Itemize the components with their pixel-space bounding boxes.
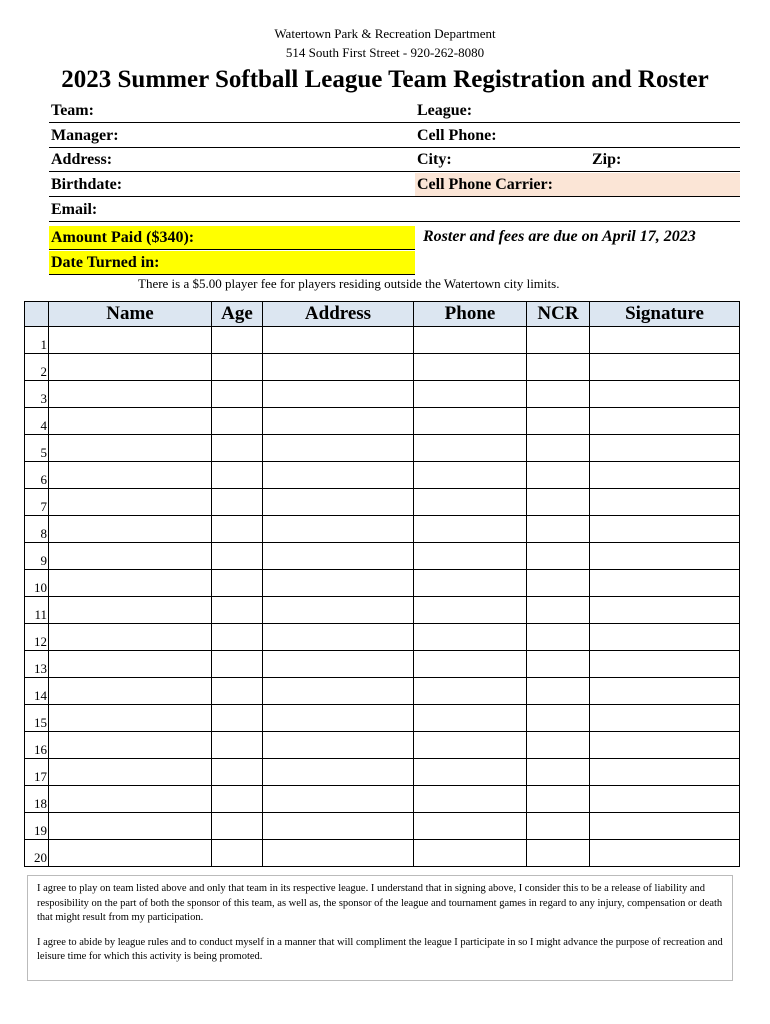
table-row [25,732,740,759]
ncr-cell[interactable] [527,840,590,867]
signature-cell[interactable] [590,597,740,624]
phone-cell[interactable] [414,435,527,462]
table-row [25,462,740,489]
team-label: Team: [51,102,94,119]
signature-column-header: Signature [590,302,740,327]
phone-cell[interactable] [414,408,527,435]
birthdate-label: Birthdate: [51,176,123,193]
fee-note: There is a $5.00 player fee for players residing outside the Watertown city limits. [138,276,560,291]
ncr-cell[interactable] [527,624,590,651]
row-number: 6 [25,462,49,489]
age-cell[interactable] [212,597,263,624]
row-number: 18 [25,786,49,813]
roster-table [24,301,740,867]
ncr-cell[interactable] [527,462,590,489]
table-row [25,570,740,597]
signature-cell[interactable] [590,543,740,570]
ncr-column-header: NCR [527,302,590,327]
name-cell[interactable] [49,840,212,867]
phone-cell[interactable] [414,759,527,786]
row-number: 14 [25,678,49,705]
roster-header-row [25,302,740,327]
age-cell[interactable] [212,705,263,732]
address-cell[interactable] [263,624,414,651]
age-cell[interactable] [212,651,263,678]
row-number: 19 [25,813,49,840]
table-row [25,678,740,705]
phone-cell[interactable] [414,354,527,381]
age-cell[interactable] [212,408,263,435]
signature-cell[interactable] [590,759,740,786]
name-cell[interactable] [49,543,212,570]
address-cell[interactable] [263,597,414,624]
table-row [25,813,740,840]
row-number: 4 [25,408,49,435]
signature-cell[interactable] [590,678,740,705]
cell-phone-label: Cell Phone: [417,127,497,144]
signature-cell[interactable] [590,651,740,678]
table-row [25,516,740,543]
city-label: City: [417,151,452,168]
row-number: 2 [25,354,49,381]
age-cell[interactable] [212,354,263,381]
table-row [25,786,740,813]
table-row [25,597,740,624]
ncr-cell[interactable] [527,570,590,597]
league-label: League: [417,102,473,119]
phone-cell[interactable] [414,624,527,651]
zip-field[interactable] [590,148,740,172]
ncr-cell[interactable] [527,651,590,678]
signature-cell[interactable] [590,705,740,732]
phone-column-header: Phone [414,302,527,327]
age-cell[interactable] [212,489,263,516]
name-cell[interactable] [49,597,212,624]
phone-cell[interactable] [414,732,527,759]
ncr-cell[interactable] [527,786,590,813]
name-cell[interactable] [49,327,212,354]
address-cell[interactable] [263,354,414,381]
age-cell[interactable] [212,327,263,354]
address-cell[interactable] [263,705,414,732]
due-date-note: Roster and fees are due on April 17, 2023 [423,228,696,245]
ncr-cell[interactable] [527,435,590,462]
league-field[interactable] [415,99,740,123]
agreement-box [27,875,733,981]
org-address: 514 South First Street - 920-262-8080 [285,45,485,60]
phone-cell[interactable] [414,705,527,732]
phone-cell[interactable] [414,570,527,597]
signature-cell[interactable] [590,516,740,543]
zip-label: Zip: [592,151,622,168]
city-field[interactable] [415,148,590,172]
phone-cell[interactable] [414,597,527,624]
signature-cell[interactable] [590,840,740,867]
signature-cell[interactable] [590,381,740,408]
name-cell[interactable] [49,408,212,435]
ncr-cell[interactable] [527,354,590,381]
ncr-cell[interactable] [527,543,590,570]
ncr-cell[interactable] [527,516,590,543]
signature-cell[interactable] [590,570,740,597]
row-number: 5 [25,435,49,462]
signature-cell[interactable] [590,354,740,381]
address-cell[interactable] [263,732,414,759]
signature-cell[interactable] [590,732,740,759]
row-number: 13 [25,651,49,678]
phone-cell[interactable] [414,381,527,408]
table-row [25,327,740,354]
address-cell[interactable] [263,543,414,570]
name-cell[interactable] [49,516,212,543]
age-cell[interactable] [212,570,263,597]
name-cell[interactable] [49,813,212,840]
row-number: 15 [25,705,49,732]
ncr-cell[interactable] [527,381,590,408]
address-column-header: Address [263,302,414,327]
signature-cell[interactable] [590,786,740,813]
age-cell[interactable] [212,732,263,759]
name-cell[interactable] [49,678,212,705]
address-label: Address: [51,151,113,168]
signature-cell[interactable] [590,624,740,651]
address-cell[interactable] [263,813,414,840]
phone-cell[interactable] [414,651,527,678]
name-cell[interactable] [49,651,212,678]
signature-cell[interactable] [590,435,740,462]
age-cell[interactable] [212,840,263,867]
name-cell[interactable] [49,786,212,813]
age-cell[interactable] [212,786,263,813]
signature-cell[interactable] [590,462,740,489]
agreement-liability-text: I agree to play on team listed above and only that team in its respective league. I understand that in signing above, I consider this to be a release of liability and resposibility on the part of both the sponsor of this team, as well as, the sponsor of the league and tournament games in regard to any injury, compensation or death that might result from my participation. [37,883,723,923]
date-turned-in-field[interactable] [49,251,415,275]
agreement-conduct-text: I agree to abide by league rules and to conduct myself in a manner that will compliment the league I participate in so I might advance the purpose of recreation and leisure time for which this activity is being promoted. [37,936,723,962]
email-label: Email: [51,201,98,218]
name-column-header: Name [49,302,212,327]
ncr-cell[interactable] [527,705,590,732]
manager-label: Manager: [51,127,119,144]
ncr-cell[interactable] [527,489,590,516]
address-cell[interactable] [263,651,414,678]
phone-cell[interactable] [414,516,527,543]
phone-cell[interactable] [414,678,527,705]
signature-cell[interactable] [590,327,740,354]
age-cell[interactable] [212,624,263,651]
age-cell[interactable] [212,435,263,462]
name-cell[interactable] [49,489,212,516]
manager-field[interactable] [49,124,415,148]
row-number: 17 [25,759,49,786]
age-cell[interactable] [212,543,263,570]
age-column-header: Age [212,302,263,327]
table-row [25,543,740,570]
signature-cell[interactable] [590,813,740,840]
address-field[interactable] [49,148,415,172]
ncr-cell[interactable] [527,408,590,435]
row-number: 20 [25,840,49,867]
org-name: Watertown Park & Recreation Department [274,26,496,41]
phone-cell[interactable] [414,543,527,570]
roster-body [25,327,740,867]
name-cell[interactable] [49,705,212,732]
name-cell[interactable] [49,732,212,759]
table-row [25,354,740,381]
address-cell[interactable] [263,381,414,408]
table-row [25,408,740,435]
age-cell[interactable] [212,462,263,489]
amount-paid-label: Amount Paid ($340): [51,229,195,246]
phone-cell[interactable] [414,489,527,516]
address-cell[interactable] [263,678,414,705]
name-cell[interactable] [49,759,212,786]
age-cell[interactable] [212,759,263,786]
address-cell[interactable] [263,786,414,813]
date-turned-in-label: Date Turned in: [51,254,160,271]
row-number: 8 [25,516,49,543]
table-row [25,489,740,516]
birthdate-field[interactable] [49,173,415,197]
cell-carrier-field[interactable] [415,173,740,197]
age-cell[interactable] [212,678,263,705]
ncr-cell[interactable] [527,732,590,759]
table-row [25,651,740,678]
phone-cell[interactable] [414,462,527,489]
cell-carrier-label: Cell Phone Carrier: [417,176,553,193]
age-cell[interactable] [212,516,263,543]
row-number: 16 [25,732,49,759]
row-number: 12 [25,624,49,651]
ncr-cell[interactable] [527,759,590,786]
table-row [25,759,740,786]
row-number: 11 [25,597,49,624]
address-cell[interactable] [263,759,414,786]
table-row [25,624,740,651]
phone-cell[interactable] [414,327,527,354]
ncr-cell[interactable] [527,327,590,354]
address-cell[interactable] [263,435,414,462]
phone-cell[interactable] [414,813,527,840]
email-field[interactable] [49,198,740,222]
row-number: 1 [25,327,49,354]
ncr-cell[interactable] [527,813,590,840]
table-row [25,840,740,867]
table-row [25,435,740,462]
cell-phone-field[interactable] [415,124,740,148]
amount-paid-field[interactable] [49,226,415,250]
name-cell[interactable] [49,381,212,408]
table-row [25,705,740,732]
ncr-cell[interactable] [527,597,590,624]
age-cell[interactable] [212,381,263,408]
address-cell[interactable] [263,570,414,597]
ncr-cell[interactable] [527,678,590,705]
name-cell[interactable] [49,462,212,489]
name-cell[interactable] [49,624,212,651]
address-cell[interactable] [263,840,414,867]
phone-cell[interactable] [414,786,527,813]
name-cell[interactable] [49,435,212,462]
age-cell[interactable] [212,813,263,840]
row-number: 7 [25,489,49,516]
address-cell[interactable] [263,489,414,516]
team-field[interactable] [49,99,415,123]
name-cell[interactable] [49,570,212,597]
signature-cell[interactable] [590,408,740,435]
name-cell[interactable] [49,354,212,381]
address-cell[interactable] [263,516,414,543]
signature-cell[interactable] [590,489,740,516]
table-row [25,381,740,408]
row-number: 10 [25,570,49,597]
row-number-header [25,302,49,327]
phone-cell[interactable] [414,840,527,867]
page-title: 2023 Summer Softball League Team Registration and Roster [61,66,709,93]
address-cell[interactable] [263,327,414,354]
address-cell[interactable] [263,462,414,489]
row-number: 9 [25,543,49,570]
address-cell[interactable] [263,408,414,435]
row-number: 3 [25,381,49,408]
